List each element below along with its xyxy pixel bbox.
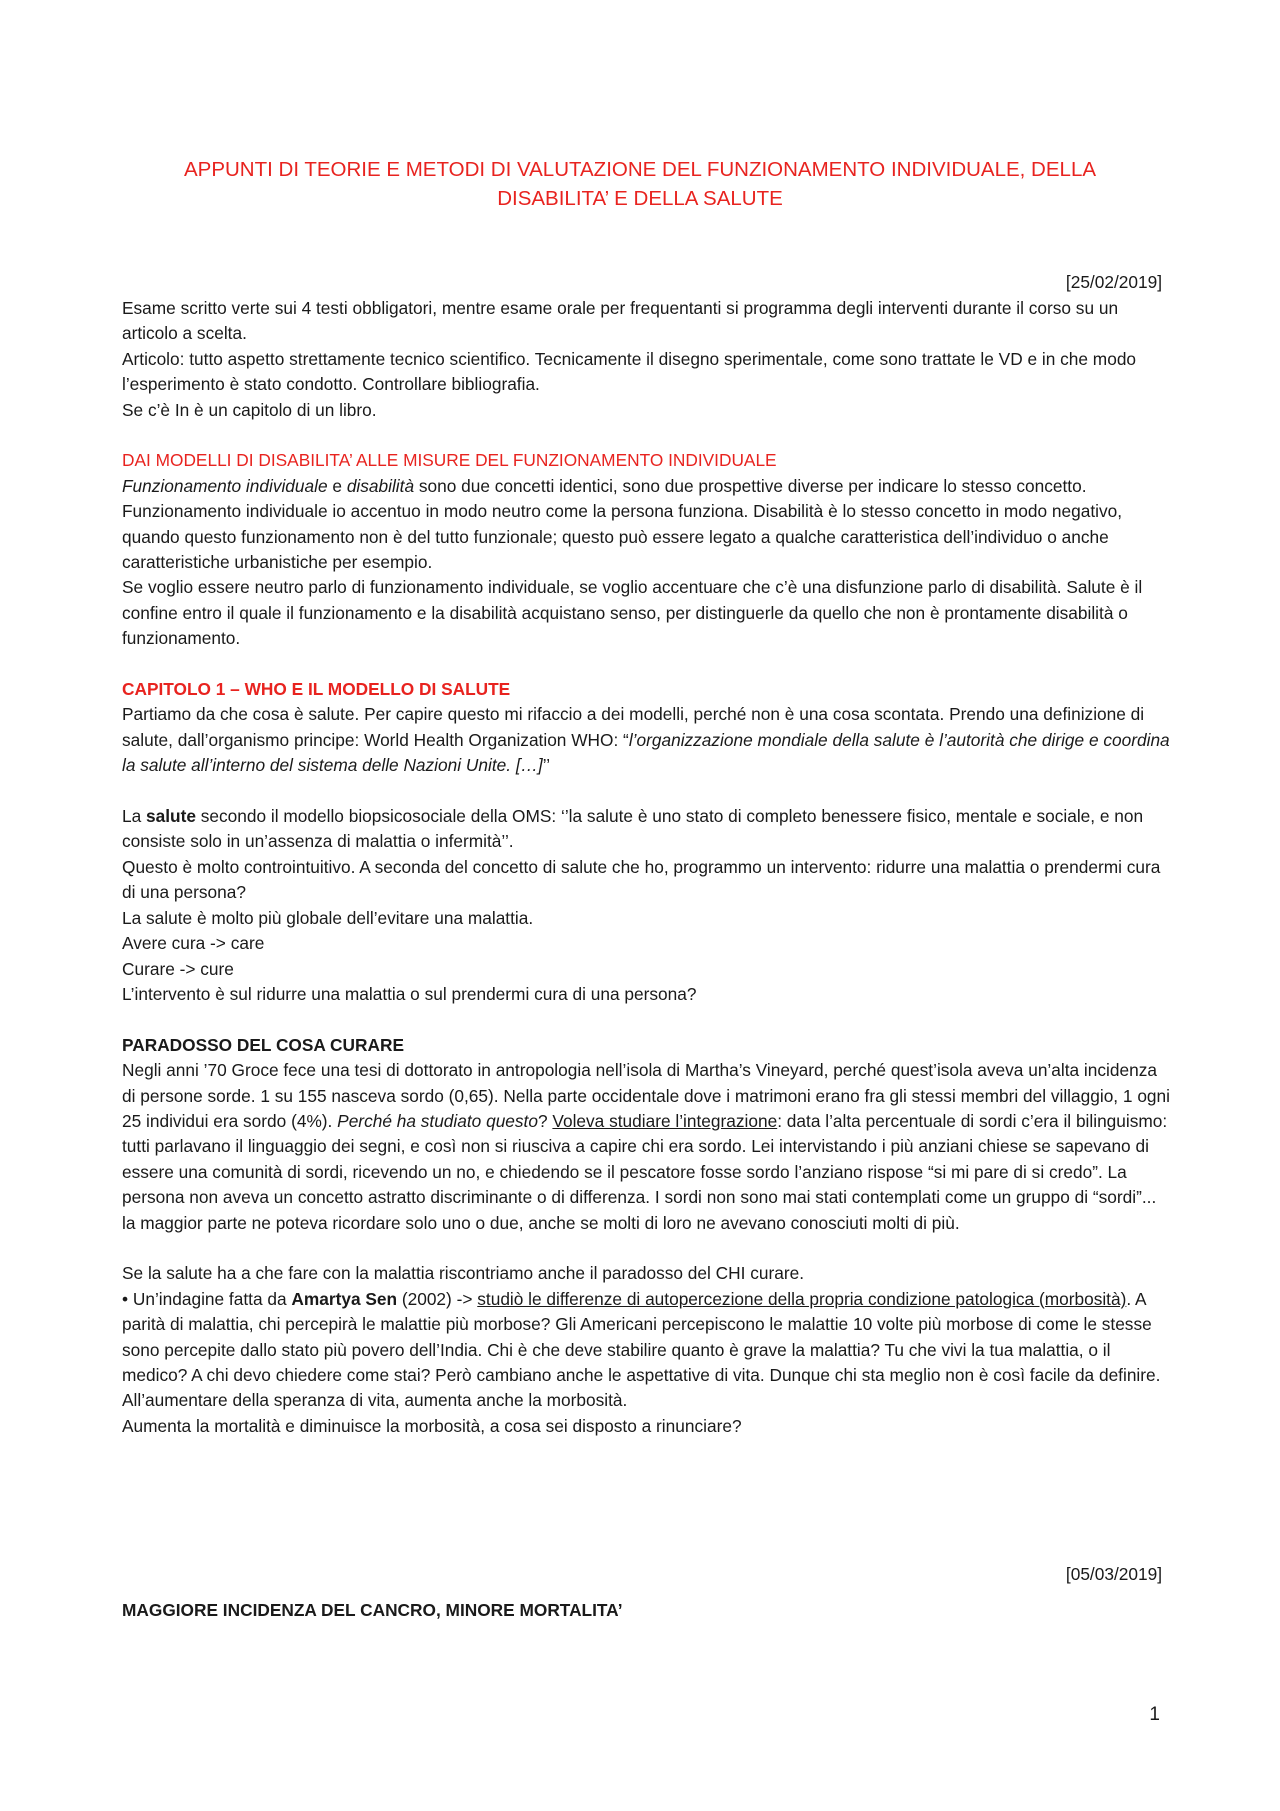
chapter-paragraph: La salute secondo il modello biopsicosociale della OMS: ‘’la salute è uno stato di completo benessere fisico, mentale e sociale, e non consiste solo in un’assenza di malattia o infermità’’.	[122, 806, 1144, 852]
last-heading: MAGGIORE INCIDENZA DEL CANCRO, MINORE MORTALITA’	[122, 1600, 623, 1620]
chi-paragraph: Se la salute ha a che fare con la malattia riscontriamo anche il paradosso del CHI curare.	[122, 1263, 805, 1284]
emphasis-text: Perché ha studiato questo	[337, 1110, 538, 1131]
intro-paragraph: Se c’è In è un capitolo di un libro.	[122, 399, 377, 420]
page-number: 1	[1149, 1704, 1160, 1725]
underlined-text: Voleva studiare l’integrazione	[552, 1110, 778, 1131]
underlined-text: studiò le differenze di autopercezione della propria condizione patologica (morbosità)	[477, 1288, 1127, 1309]
lecture-date: [25/02/2019]	[1065, 272, 1162, 292]
intro-paragraph: Articolo: tutto aspetto strettamente tecnico scientifico. Tecnicamente il disegno sperimentale, come sono trattate le VD e in che modo l’esperimento è stato condotto. Controllare bibliografia.	[122, 348, 1137, 395]
section-paragraph: Se voglio essere neutro parlo di funzionamento individuale, se voglio accentuare che c’è una disfunzione parlo di disabilità. Salute è il confine entro il quale il funzionamento e la disabilità acquistano senso, per distinguerle da quello che non è prontamente disabilità o funzionamento.	[122, 577, 1143, 649]
bold-term: Amartya Sen	[291, 1288, 398, 1309]
emphasis-text: disabilità	[346, 475, 415, 496]
chapter-line: Questo è molto controintuitivo. A seconda del concetto di salute che ho, programmo un intervento: ridurre una malattia o prendermi cura di una persona?	[122, 856, 1161, 903]
chapter-heading: CAPITOLO 1 – WHO E IL MODELLO DI SALUTE	[122, 679, 511, 700]
section-heading: DAI MODELLI DI DISABILITA’ ALLE MISURE DEL FUNZIONAMENTO INDIVIDUALE	[122, 450, 777, 471]
title-line-2: DISABILITA’ E DELLA SALUTE	[497, 187, 783, 210]
chapter-line: Avere cura -> care	[122, 933, 265, 954]
who-quote: l’organizzazione mondiale della salute è l’autorità che dirige e coordina la salute all’interno del sistema delle Nazioni Unite. […]	[122, 729, 1170, 776]
paradox-heading: PARADOSSO DEL COSA CURARE	[122, 1034, 404, 1055]
chapter-line: La salute è molto più globale dell’evitare una malattia.	[122, 907, 534, 928]
bullet-item: • Un’indagine fatta da Amartya Sen (2002) -> studiò le differenze di autopercezione della propria condizione patologica (morbosità). A parità di malattia, chi percepirà le malattie più morbose? Gli Americani percepiscono le malattie 10 volte più morbose di come le stesse sono percepite dallo stato più povero dell’India. Chi è che deve stabilire quanto è grave la malattia? Tu che vivi la tua malattia, o il medico? A chi devo chiedere come stai? Però cambiano anche le aspettative di vita. Dunque chi sta meglio non è così facile da definire. All’aumentare della speranza di vita, aumenta anche la morbosità.	[122, 1288, 1161, 1411]
chapter-line: L’intervento è sul ridurre una malattia o sul prendermi cura di una persona?	[122, 983, 697, 1004]
emphasis-text: Funzionamento individuale	[122, 475, 328, 496]
chapter-line: Curare -> cure	[122, 958, 234, 979]
chapter-paragraph: Partiamo da che cosa è salute. Per capire questo mi rifaccio a dei modelli, perché non è una cosa scontata. Prendo una definizione di salute, dall’organismo principe: World Health Organization WHO: “l’organizzazione mondiale della salute è l’autorità che dirige e coordina la salute all’interno del sistema delle Nazioni Unite. […]’’	[122, 704, 1170, 776]
document-body	[122, 296, 1172, 1439]
paradox-paragraph: Negli anni ’70 Groce fece una tesi di dottorato in antropologia nell’isola di Martha’s Vineyard, perché quest’isola aveva un’alta incidenza di persone sorde. 1 su 155 nasceva sordo (0,65). Nella parte occidentale dove i matrimoni erano fra gli stessi membri del villaggio, 1 ogni 25 individui era sordo (4%). Perché ha studiato questo? Voleva studiare l’integrazione: data l’alta percentuale di sordi c’era il bilinguismo: tutti parlavano il linguaggio dei segni, e così non si riusciva a capire chi era sordo. Lei intervistando i più anziani chiese se sapevano di essere una comunità di sordi, ricevendo un no, e chiedendo se il pescatore fosse sordo l’anziano rispose “si mi pare di si credo”. La persona non aveva un concetto astratto discriminante o di differenza. I sordi non sono mai stati contemplati come un gruppo di “sordi”... la maggior parte ne poteva ricordare solo uno o due, anche se molti di loro ne avevano conosciuti molti di più.	[122, 1060, 1170, 1233]
bold-term: salute	[146, 806, 196, 827]
document-title	[150, 155, 1130, 213]
title-line-1: APPUNTI DI TEORIE E METODI DI VALUTAZIONE DEL FUNZIONAMENTO INDIVIDUALE, DELLA	[183, 158, 1097, 181]
section-paragraph: Funzionamento individuale e disabilità sono due concetti identici, sono due prospettive diverse per indicare lo stesso concetto. Funzionamento individuale io accentuo in modo neutro come la persona funziona. Disabilità è lo stesso concetto in modo negativo, quando questo funzionamento non è del tutto funzionale; questo può essere legato a qualche caratteristica dell’individuo o anche caratteristiche urbanistiche per esempio.	[122, 475, 1123, 573]
lecture-date: [05/03/2019]	[1065, 1564, 1162, 1584]
chi-paragraph: Aumenta la mortalità e diminuisce la morbosità, a cosa sei disposto a rinunciare?	[122, 1415, 742, 1436]
intro-paragraph: Esame scritto verte sui 4 testi obbligatori, mentre esame orale per frequentanti si programma degli interventi durante il corso su un articolo a scelta.	[122, 298, 1119, 344]
